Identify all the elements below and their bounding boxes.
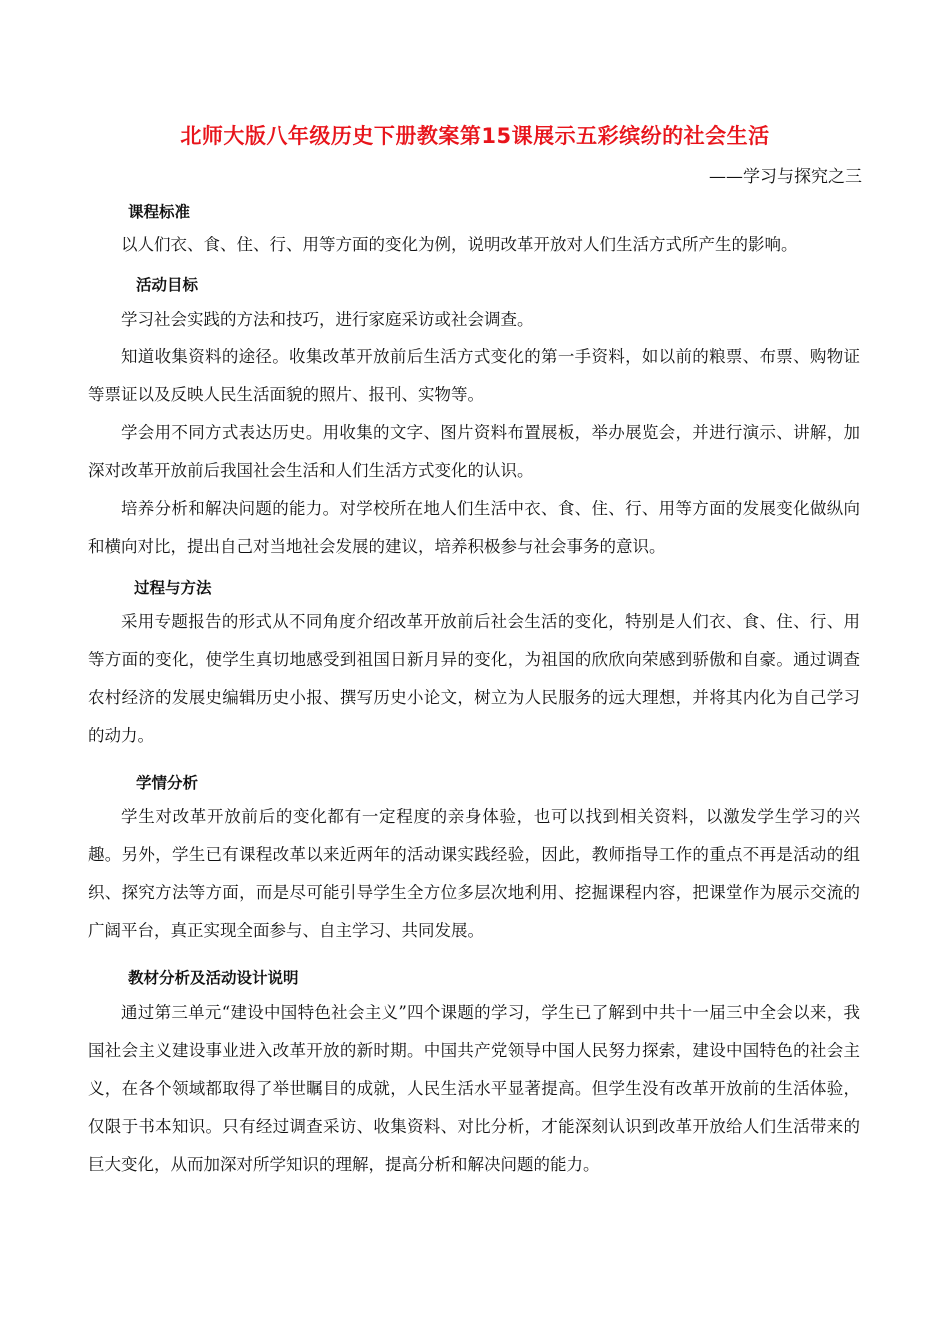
section-heading-process-methods: 过程与方法 <box>134 579 212 597</box>
section-heading-student-analysis: 学情分析 <box>136 774 199 792</box>
document-subtitle: ——学习与探究之三 <box>709 167 862 187</box>
section-heading-activity-goals: 活动目标 <box>136 276 199 294</box>
paragraph-activity-goal-4: 培养分析和解决问题的能力。对学校所在地人们生活中衣、食、住、行、用等方面的发展变化做纵向和横向对比，提出自己对当地社会发展的建议，培养积极参与社会事务的意识。 <box>88 499 860 556</box>
paragraph-activity-goal-3: 学会用不同方式表达历史。用收集的文字、图片资料布置展板，举办展览会，并进行演示、讲解，加深对改革开放前后我国社会生活和人们生活方式变化的认识。 <box>88 423 860 480</box>
document-title: 北师大版八年级历史下册教案第15课展示五彩缤纷的社会生活 <box>180 124 770 148</box>
paragraph-process-methods: 采用专题报告的形式从不同角度介绍改革开放前后社会生活的变化，特别是人们衣、食、住、行、用等方面的变化，使学生真切地感受到祖国日新月异的变化，为祖国的欣欣向荣感到骄傲和自豪。通过调查农村经济的发展史编辑历史小报、撰写历史小论文，树立为人民服务的远大理想，并将其内化为自己学习的动力。 <box>88 612 860 745</box>
section-heading-material-analysis: 教材分析及活动设计说明 <box>128 969 299 987</box>
paragraph-activity-goal-2: 知道收集资料的途径。收集改革开放前后生活方式变化的第一手资料，如以前的粮票、布票、购物证等票证以及反映人民生活面貌的照片、报刊、实物等。 <box>88 347 860 404</box>
paragraph-activity-goal-1: 学习社会实践的方法和技巧，进行家庭采访或社会调查。 <box>121 310 534 329</box>
paragraph-student-analysis: 学生对改革开放前后的变化都有一定程度的亲身体验，也可以找到相关资料，以激发学生学习的兴趣。另外，学生已有课程改革以来近两年的活动课实践经验，因此，教师指导工作的重点不再是活动的组织、探究方法等方面，而是尽可能引导学生全方位多层次地利用、挖掘课程内容，把课堂作为展示交流的广阔平台，真正实现全面参与、自主学习、共同发展。 <box>88 807 860 940</box>
paragraph-curriculum-standard: 以人们衣、食、住、行、用等方面的变化为例，说明改革开放对人们生活方式所产生的影响。 <box>121 235 798 254</box>
section-heading-curriculum-standard: 课程标准 <box>128 203 191 221</box>
paragraph-material-analysis: 通过第三单元“建设中国特色社会主义”四个课题的学习，学生已了解到中共十一届三中全会以来，我国社会主义建设事业进入改革开放的新时期。中国共产党领导中国人民努力探索，建设中国特色的社会主义，在各个领域都取得了举世瞩目的成就，人民生活水平显著提高。但学生没有改革开放前的生活体验，仅限于书本知识。只有经过调查采访、收集资料、对比分析，才能深刻认识到改革开放给人们生活带来的巨大变化，从而加深对所学知识的理解，提高分析和解决问题的能力。 <box>88 1003 860 1174</box>
